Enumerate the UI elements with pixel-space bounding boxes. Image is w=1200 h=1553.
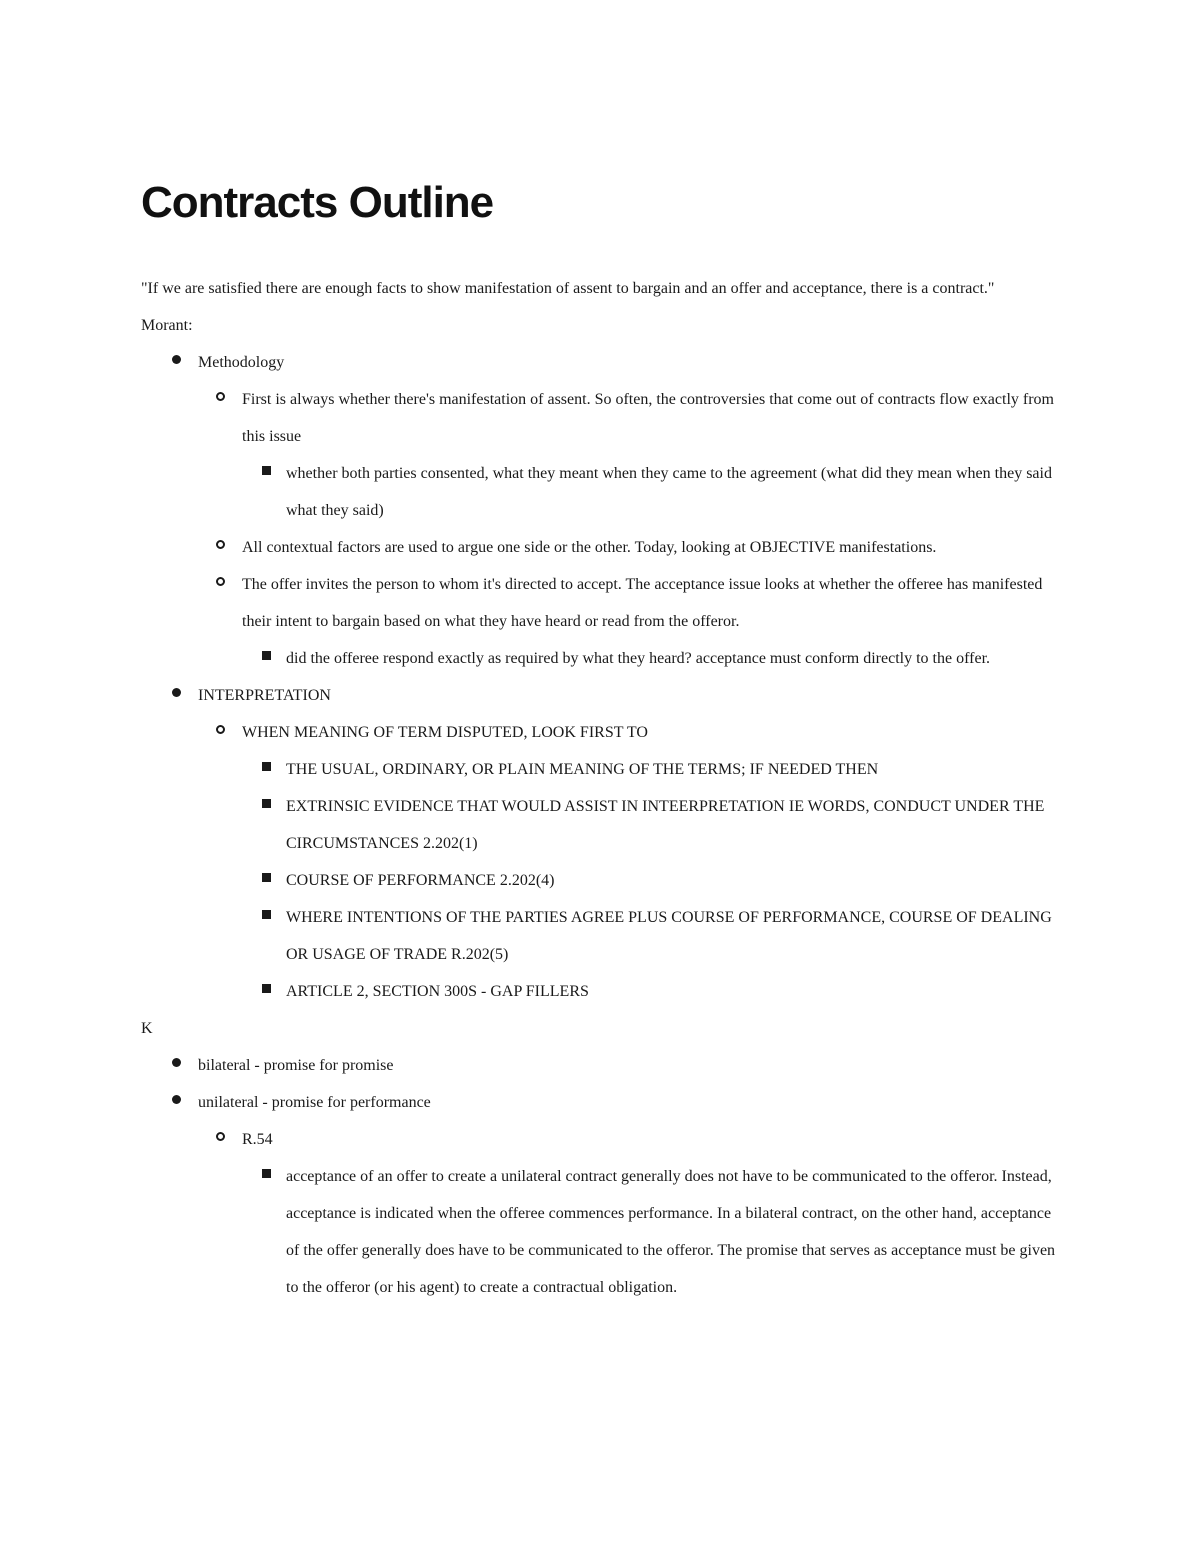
- section-heading-k: K: [141, 1020, 153, 1037]
- square-bullet-icon: [262, 762, 271, 771]
- list-item: [185, 1158, 1061, 1306]
- list-item-label: Methodology: [198, 354, 285, 371]
- list-item-text: The offer invites the person to whom it's directed to accept. The acceptance issue looks at whether the offeree has manifested their intent to bargain based on what they have heard or read from the offeror.: [242, 576, 1043, 630]
- list-item: [185, 566, 1061, 677]
- hollow-circle-bullet-icon: [216, 577, 225, 586]
- hollow-circle-bullet-icon: [216, 1132, 225, 1141]
- list-item-text: WHEN MEANING OF TERM DISPUTED, LOOK FIRST TO: [242, 724, 648, 741]
- list-item-methodology: [141, 344, 1061, 677]
- hollow-circle-bullet-icon: [216, 725, 225, 734]
- square-bullet-icon: [262, 799, 271, 808]
- list-item-interpretation: [141, 677, 1061, 1010]
- list-item: [185, 862, 1061, 899]
- filled-circle-bullet-icon: [172, 688, 181, 697]
- sub-sublist: [185, 751, 1061, 1010]
- list-item: [185, 788, 1061, 862]
- intro-quote: "If we are satisfied there are enough facts to show manifestation of assent to bargain and an offer and acceptance, there is a contract.": [141, 280, 995, 297]
- list-item-text: bilateral - promise for promise: [198, 1057, 394, 1074]
- list-item-label: unilateral - promise for performance: [198, 1094, 431, 1111]
- list-item: [185, 1121, 1061, 1306]
- list-item-text: First is always whether there's manifestation of assent. So often, the controversies that come out of contracts flow exactly from this issue: [242, 391, 1054, 445]
- list-item-text: THE USUAL, ORDINARY, OR PLAIN MEANING OF THE TERMS; IF NEEDED THEN: [286, 761, 879, 778]
- list-item-text: did the offeree respond exactly as required by what they heard? acceptance must conform directly to the offer.: [286, 650, 991, 667]
- interpretation-sublist: [185, 714, 1061, 1010]
- list-item-text: R.54: [242, 1131, 273, 1148]
- list-item: [185, 899, 1061, 973]
- square-bullet-icon: [262, 984, 271, 993]
- filled-circle-bullet-icon: [172, 355, 181, 364]
- methodology-sublist: [185, 381, 1061, 677]
- list-item-unilateral: [141, 1084, 1061, 1306]
- list-item-text: ARTICLE 2, SECTION 300S - GAP FILLERS: [286, 983, 589, 1000]
- sub-sublist: [185, 455, 1061, 529]
- list-item: [185, 714, 1061, 1010]
- list-item-text: whether both parties consented, what they meant when they came to the agreement (what did they mean when they said what they said): [286, 465, 1052, 519]
- section-heading-morant: Morant:: [141, 317, 193, 334]
- square-bullet-icon: [262, 910, 271, 919]
- hollow-circle-bullet-icon: [216, 392, 225, 401]
- sub-sublist: [185, 640, 1061, 677]
- document-title: Contracts Outline: [141, 178, 494, 227]
- sub-sublist: [185, 1158, 1061, 1306]
- list-item: [185, 455, 1061, 529]
- morant-list: [141, 344, 1061, 1010]
- list-item-label: INTERPRETATION: [198, 687, 331, 704]
- list-item: [185, 529, 1061, 566]
- square-bullet-icon: [262, 1169, 271, 1178]
- list-item: [185, 381, 1061, 529]
- square-bullet-icon: [262, 466, 271, 475]
- square-bullet-icon: [262, 873, 271, 882]
- document-page: [141, 176, 1061, 1306]
- list-item: [185, 973, 1061, 1010]
- list-item: [185, 751, 1061, 788]
- list-item-text: acceptance of an offer to create a unilateral contract generally does not have to be communicated to the offeror. Instead, acceptance is indicated when the offeree commences performance. In a bilateral contract, on the other hand, acceptance of the offer generally does have to be communicated to the offeror. The promise that serves as acceptance must be given to the offeror (or his agent) to create a contractual obligation.: [286, 1168, 1056, 1296]
- filled-circle-bullet-icon: [172, 1058, 181, 1067]
- list-item-text: COURSE OF PERFORMANCE 2.202(4): [286, 872, 555, 889]
- square-bullet-icon: [262, 651, 271, 660]
- list-item: [185, 640, 1061, 677]
- filled-circle-bullet-icon: [172, 1095, 181, 1104]
- list-item-text: EXTRINSIC EVIDENCE THAT WOULD ASSIST IN INTEERPRETATION IE WORDS, CONDUCT UNDER THE CIRCUMSTANCES 2.202(1): [286, 798, 1045, 852]
- list-item-text: WHERE INTENTIONS OF THE PARTIES AGREE PLUS COURSE OF PERFORMANCE, COURSE OF DEALING OR USAGE OF TRADE R.202(5): [286, 909, 1052, 963]
- unilateral-sublist: [185, 1121, 1061, 1306]
- hollow-circle-bullet-icon: [216, 540, 225, 549]
- list-item-text: All contextual factors are used to argue one side or the other. Today, looking at OBJECTIVE manifestations.: [242, 539, 937, 556]
- k-list: [141, 1047, 1061, 1306]
- list-item-bilateral: [141, 1047, 1061, 1084]
